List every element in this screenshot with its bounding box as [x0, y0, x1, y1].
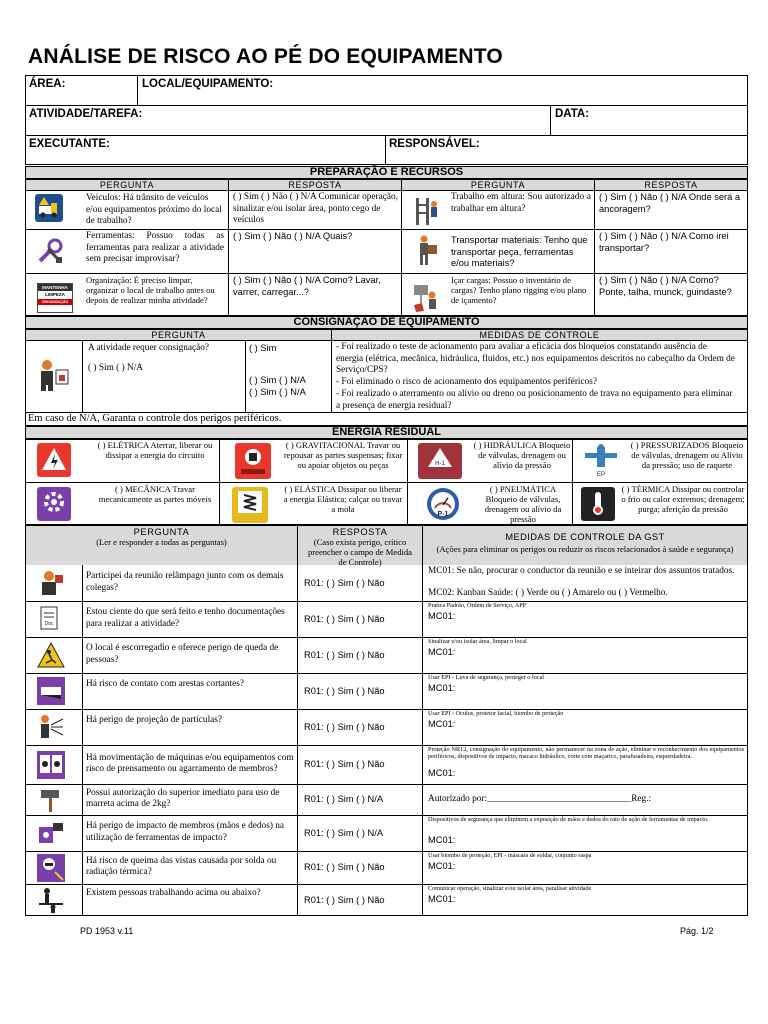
energy-mechanical-text[interactable]: ( ) MECÂNICA Travar mecanicamente as partes móveis — [98, 484, 212, 504]
gst-question: Há risco de queima das vistas causada por solda ou radiação térmica? — [86, 855, 277, 877]
prep-q-vehicles: Veículos: Há trânsito de veículos e/ou equipamentos próximo do local de trabalho? — [86, 193, 222, 226]
gst-control-measure-2[interactable]: MC02: Kanban Saúde: ( ) Verde ou ( ) Amarelo ou ( ) Vermelho. — [428, 588, 668, 598]
svg-text:P-1: P-1 — [437, 511, 449, 518]
tools-icon — [35, 236, 65, 266]
work-at-height-icon — [412, 196, 440, 226]
electric-energy-icon — [37, 443, 71, 477]
gst-col-pergunta: PERGUNTA — [133, 527, 190, 537]
gst-col-medidas-sub: (Ações para eliminar os perigos ou reduzir os riscos relacionados à saúde e segurança) — [436, 544, 734, 554]
gst-response[interactable]: R01: ( ) Sim ( ) Não — [304, 894, 385, 905]
impact-tools-icon — [37, 819, 65, 847]
footer-doc-code: PD 1953 v.11 — [80, 926, 134, 936]
svg-text:EP: EP — [596, 472, 606, 478]
executor-field[interactable]: EXECUTANTE: — [29, 138, 110, 150]
local-field[interactable]: LOCAL/EQUIPAMENTO: — [142, 78, 274, 90]
prep-q-tools: Ferramentas: Possuo todas as ferramentas para realizar a atividade sem precisar improvisar? — [86, 231, 224, 264]
prep-a-tools[interactable]: ( ) Sim ( ) Não ( ) N/A Quais? — [233, 231, 353, 241]
gst-response[interactable]: R01: ( ) Sim ( ) Não — [304, 721, 385, 732]
gst-response[interactable]: R01: ( ) Sim ( ) Não — [304, 862, 385, 872]
cons-resp-2[interactable]: ( ) Sim ( ) N/A — [249, 375, 306, 385]
gst-question: Há perigo de impacto de membros (mãos e dedos) na utilização de ferramentas de impacto? — [86, 821, 285, 843]
gst-control-hint: Usar biombo de proteção, EPI - máscara de soldar, conjunto raspa — [428, 852, 592, 859]
gst-control-measure[interactable]: MC01: — [428, 894, 456, 904]
gst-control-measure[interactable]: MC01: — [428, 768, 456, 778]
gst-question: Há movimentação de máquinas e/ou equipamentos com risco de prensamento ou agarramento de membros? — [86, 752, 294, 774]
gst-col-medidas: MEDIDAS DE CONTROLE DA GST — [505, 532, 665, 542]
hydraulic-energy-icon — [418, 443, 462, 479]
load-lifting-icon — [412, 283, 442, 313]
prep-a-organization[interactable]: ( ) Sim ( ) Não ( ) N/A Como? Lavar, varrer, carregar...? — [233, 275, 381, 297]
gst-response[interactable]: R01: ( ) Sim ( ) Não — [304, 613, 385, 624]
carry-materials-icon — [416, 235, 438, 267]
gst-control-hint: Proteção NR12, consignação do equipamento, não permanecer na zona de ação, eliminar e reconhecimento dos equipamentos periféricos, dispositivos de impacto, macaco hidráulico, corte com maçarico, parafusadeira, esquerdadeira. — [428, 746, 744, 760]
area-field[interactable]: ÁREA: — [29, 78, 66, 90]
gst-question: Há risco de contato com arestas cortantes? — [86, 679, 244, 689]
gst-response[interactable]: R01: ( ) Sim ( ) N/A — [304, 827, 384, 838]
cons-measure-3: - Foi realizado o aterramento ou alívio ou dreno ou posicionamento de trava no equipamento para eliminar a presença de energia residual? — [336, 389, 733, 411]
people-above-icon — [37, 886, 65, 914]
gst-response[interactable]: R01: ( ) Sim ( ) N/A — [304, 794, 384, 804]
gst-response[interactable]: R01: ( ) Sim ( ) Não — [304, 649, 385, 660]
gst-question: Estou ciente do que será feito e tenho documentações para realizar a atividade? — [86, 607, 285, 629]
gst-control-measure[interactable]: MC01: — [428, 647, 456, 657]
vehicle-warning-icon — [35, 194, 63, 222]
footer-page-number: Pág. 1/2 — [680, 926, 714, 936]
gst-control-hint: Dispositivos de segurança que eliminem a exposição de mãos e dedos do raio de ação de ferramentas de impacto. — [428, 816, 709, 823]
energy-section-title: ENERGIA RESIDUAL — [25, 426, 748, 439]
prep-q-lifting: Içar cargas: Possuo o inventário de cargas? Tenho plano rigging e/ou plano de içamento? — [451, 275, 587, 305]
gst-control-measure[interactable]: MC01: — [428, 683, 456, 693]
gst-control-measure[interactable]: MC01: — [428, 861, 456, 871]
safety-meeting-icon — [37, 569, 65, 597]
gst-control-measure[interactable]: MC01: — [428, 611, 456, 621]
prep-a-transport[interactable]: ( ) Sim ( ) Não ( ) N/A Como irei transportar? — [599, 231, 729, 253]
energy-electric-text[interactable]: ( ) ELÉTRICA Aterrar, liberar ou dissipar a energia do circuito — [97, 440, 213, 460]
prep-col-resposta-right: RESPOSTA — [595, 180, 747, 190]
gst-col-pergunta-sub: (Ler e responder a todas as perguntas) — [96, 537, 227, 547]
prep-col-resposta-left: RESPOSTA — [229, 180, 401, 190]
energy-pneumatic-text[interactable]: ( ) PNEUMÁTICA Bloqueio de válvulas, drenagem ou alívio da pressão — [484, 484, 562, 524]
cons-col-pergunta: PERGUNTA — [26, 330, 331, 340]
svg-text:Doc: Doc — [44, 621, 54, 627]
gst-control-hint: Usar EPI - Luva de segurança, proteger o local — [428, 674, 544, 681]
na-note: Em caso de N/A, Garanta o controle dos perigos periféricos. — [28, 413, 282, 424]
pressurized-energy-icon — [583, 443, 619, 479]
prep-q-organization: Organização: É preciso limpar, organizar o local de trabalho antes ou depois de realizar minha atividade? — [86, 275, 215, 305]
energy-hydraulic-text[interactable]: ( ) HIDRÁULICA Bloqueio de válvulas, drenagem ou alívio da pressão — [473, 440, 571, 470]
gst-control-hint: Comunicar operação, sinalizar e/ou isolar área, paralisar atividade — [428, 885, 592, 892]
prep-a-vehicles[interactable]: ( ) Sim ( ) Não ( ) N/A Comunicar operação, sinalizar e/ou isolar área, ponto cego de veículos — [233, 192, 398, 225]
cons-col-medidas: MEDIDAS DE CONTROLE — [332, 330, 747, 340]
gst-control-hint: Sinalizar e/ou isolar área, limpar o local — [428, 638, 527, 645]
machine-crush-icon — [37, 751, 65, 779]
gst-col-resposta-sub: (Caso exista perigo, crítico preencher o campo de Medida de Controle) — [307, 537, 413, 567]
gst-control-hint: Pratica Padrão, Ordem de Serviço, APP — [428, 602, 527, 609]
pneumatic-energy-icon — [420, 486, 466, 522]
consignment-section-title: CONSIGNAÇÃO DE EQUIPAMENTO — [25, 316, 748, 329]
cons-question: A atividade requer consignação? — [88, 343, 210, 353]
gst-response[interactable]: R01: ( ) Sim ( ) Não — [304, 685, 385, 696]
gst-col-resposta: RESPOSTA — [332, 527, 388, 537]
gst-response[interactable]: R01: ( ) Sim ( ) Não — [304, 577, 385, 588]
prep-a-lifting[interactable]: ( ) Sim ( ) Não ( ) N/A Como? Ponte, talha, munck, guindaste? — [599, 275, 732, 297]
cons-measure-1: - Foi realizado o teste de acionamento para avaliar a eficácia dos bloqueios constatando ausência de energia (elétrica, mecânica, hidráulica, fluidos, etc.) nos equipamentos descritos no cabeçalho da Ordem de Serviço/CPS? — [336, 342, 735, 375]
gst-control-hint: Usar EPI - Óculos, protetor facial, biombo de proteção — [428, 710, 564, 717]
slippery-floor-icon — [37, 641, 65, 669]
mantenha-limpeza-sign-icon: MANTENHA LIMPEZA ORGANIZAÇÃO — [37, 283, 73, 313]
cons-answer[interactable]: ( ) Sim ( ) N/A — [88, 363, 144, 373]
svg-text:H-1: H-1 — [435, 461, 445, 467]
gst-question: Possui autorização do superior imediato para uso de marreta acima de 2kg? — [86, 787, 280, 809]
prep-col-pergunta-left: PERGUNTA — [26, 180, 228, 190]
gravitational-energy-icon — [235, 443, 271, 479]
cons-resp-1[interactable]: ( ) Sim — [249, 343, 277, 353]
gst-question: O local é escorregadio e oferece perigo de queda de pessoas? — [86, 643, 279, 665]
welding-icon — [37, 854, 65, 882]
sharp-edges-icon — [37, 677, 65, 705]
particle-projection-icon — [37, 713, 65, 741]
sledgehammer-icon — [37, 786, 65, 814]
gst-response[interactable]: R01: ( ) Sim ( ) Não — [304, 759, 385, 769]
gst-question: Existem pessoas trabalhando acima ou abaixo? — [86, 888, 261, 898]
document-icon — [37, 605, 65, 633]
gst-control-measure[interactable]: MC01: Se não, procurar o conductor da reunião e se inteirar dos assuntos tratados. — [428, 566, 735, 576]
activity-field[interactable]: ATIVIDADE/TAREFA: — [29, 108, 143, 120]
thermal-energy-icon — [581, 487, 615, 521]
gst-question: Participei da reunião relâmpago junto com os demais colegas? — [86, 571, 284, 593]
prep-col-pergunta-right: PERGUNTA — [402, 180, 594, 190]
date-field[interactable]: DATA: — [555, 108, 590, 120]
prep-a-height[interactable]: ( ) Sim ( ) Não ( ) N/A Onde será a ancoragem? — [599, 192, 741, 214]
lockout-worker-icon — [36, 358, 70, 392]
gst-control-measure[interactable]: MC01: — [428, 835, 456, 845]
responsible-field[interactable]: RESPONSÁVEL: — [389, 138, 480, 150]
header-block — [25, 75, 748, 165]
energy-thermal-text[interactable]: ( ) TÉRMICA Dissipar ou controlar o frio ou calor extremos; drenagem; purga; aferição da pressão — [621, 484, 745, 514]
cons-resp-3[interactable]: ( ) Sim ( ) N/A — [249, 387, 306, 397]
energy-elastic-text[interactable]: ( ) ELÁSTICA Dissipar ou liberar a energia Elástica; calçar ou travar a mola — [283, 484, 403, 514]
cons-measure-2: - Foi eliminado o risco de acionamento dos equipamentos periféricos? — [336, 377, 598, 387]
prep-q-transport: Transportar materiais: Tenho que transportar peça, ferramentas e/ou materiais? — [451, 235, 588, 268]
gst-question: Há perigo de projeção de partículas? — [86, 715, 223, 725]
prep-q-height: Trabalho em altura: Sou autorizado a trabalhar em altura? — [451, 192, 591, 214]
elastic-energy-icon — [232, 487, 268, 523]
mechanical-energy-icon — [37, 487, 71, 521]
energy-gravitational-text[interactable]: ( ) GRAVITACIONAL Travar ou repousar as partes suspensas; fixar ou apoiar objetos ou peças — [283, 440, 403, 470]
page-title: ANÁLISE DE RISCO AO PÉ DO EQUIPAMENTO — [28, 45, 503, 68]
energy-pressurized-text[interactable]: ( ) PRESSURIZADOS Bloqueio de válvulas, drenagem ou Alívio da pressão; uso de raquete — [630, 440, 744, 470]
gst-control-measure[interactable]: MC01: — [428, 719, 456, 729]
prep-section-title: PREPARAÇÃO E RECURSOS — [25, 166, 748, 179]
gst-control-measure[interactable]: Autorizado por:_______________________________Reg.: — [428, 794, 652, 804]
